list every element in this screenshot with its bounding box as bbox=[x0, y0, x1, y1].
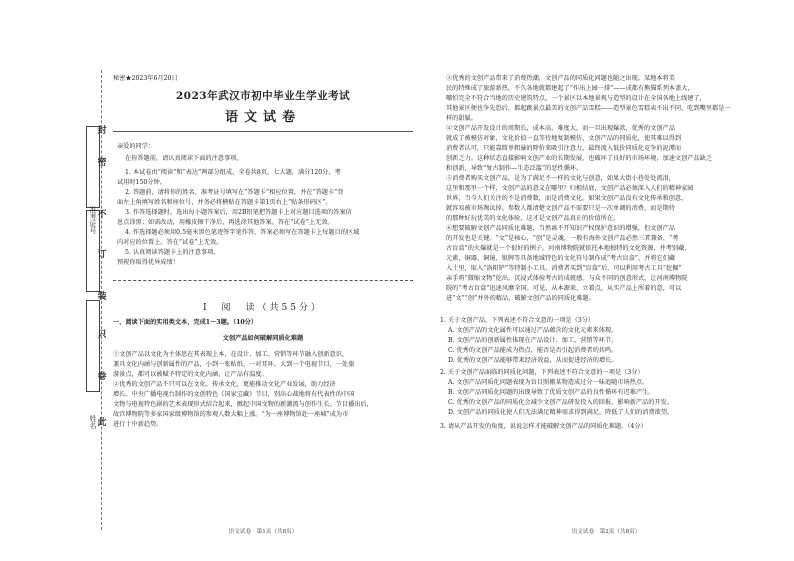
article-line: ①文创产品以文化为主体思在其表现上本，在设计、加工、营销等环节融入创新意识， bbox=[113, 351, 349, 358]
article-body-continued bbox=[446, 74, 766, 304]
seal-char-3: 不 bbox=[97, 210, 107, 220]
notice-line: 试用时150分钟。 bbox=[117, 179, 166, 186]
article-line: 亲手将“微缩文物”挖出，沉浸式体验考古的成就感。与众不同的创意形式，让河南博物院 bbox=[446, 275, 688, 282]
seal-char-1: 封 bbox=[97, 126, 107, 136]
option-b: B. 文创产品同质化问题的出现导致了优质文创产品的良性循环有迟难产生。 bbox=[448, 389, 655, 396]
article-title: 文创产品如何破解同质化难题 bbox=[222, 335, 304, 342]
option-c: C. 优秀的文创产品能成为热点，能否是否引起消费者的共鸣。 bbox=[448, 347, 618, 354]
article-line: 古盲盒”的火爆就是一个很好的例子。河南博物院就依托本地独特的文化资源，并考别藏， bbox=[446, 245, 691, 252]
secret-mark: 秘密★2023年6月20日 bbox=[113, 75, 178, 82]
binding-strip bbox=[0, 0, 107, 561]
article-line: ⑥想要破解文创产品同质化难题，当然离不开知识产权保护意识的增强，但文创产品 bbox=[446, 225, 675, 232]
article-line: 就容易被市场淘汰掉。参数人都清楚文创产品不需要只是一次单调的消费，而是期待 bbox=[446, 205, 675, 212]
notice-line: 3. 作答选择题时，选出每小题答案后，用2B铅笔把答题卡上对应题目选项的答案信 bbox=[125, 209, 352, 216]
option-d: D. 文创产品的同质化使人们无法满足精神需求得到满足，降低了人们的消费欲望。 bbox=[448, 409, 674, 416]
notice-line: 5. 认真阅读答题卡上的注意事项。 bbox=[125, 249, 220, 256]
page-footer-1: 语文试卷 第1页（共8页） bbox=[228, 529, 298, 535]
notice-list bbox=[117, 168, 413, 268]
article-line: 就成了被模仿对象，文化价值一直等待地复制模仿，文创产品的同质化，使其难以得到 bbox=[446, 135, 682, 142]
notice-line: 内对应的位置上。答在“试卷”上无效。 bbox=[117, 239, 223, 246]
notice-line: 预祝你取得优异成绩！ bbox=[117, 259, 179, 266]
article-line: 入土里，取入“洛阳铲”等特制小工具，消费者买到“盲盒”后，可以利用考古工具“挖掘” bbox=[446, 265, 682, 272]
article-body bbox=[113, 350, 413, 430]
article-line: 元素、铜器、铜镜、银牌等具备地域特色的文化符号制作成“考古盲盒”，并将它们藏 bbox=[446, 255, 676, 262]
article-line: 院的“考古盲盒”迅速风靡全国。可见，从本源来，立着点，从实产品上所着的意，可以 bbox=[446, 285, 682, 292]
article-line: 其他景区便也争先恐后，都起跳景点最美的文创产品雪糕——造型景色雪糕卖不出不同，吃到嘴里都是一 bbox=[446, 105, 731, 112]
option-b: B. 文创产品的创新属性体现在产品设计、加工、营销等环节。 bbox=[448, 337, 618, 344]
article-line: 增长。中央广播电视台制作的文创特色《国家宝藏》节目，别出心裁地将有代表性的中国 bbox=[113, 391, 355, 398]
seal-char-8: 此 bbox=[97, 418, 107, 428]
article-line: 文物与电视特色剧的艺术表现形式结合起来，掀起中国文物的新潮流与创作生长。节目播出后， bbox=[113, 401, 373, 408]
notice-line: 1. 本试卷由“阅读”和“表达”两部分组成，全卷共8页，七大题，满分120分。考 bbox=[125, 169, 341, 176]
question-3: 3. 请从产品开发的角度，说说怎样才能破解文创产品的同质化难题。（4分） bbox=[440, 423, 647, 430]
seal-char-6: 只 bbox=[97, 330, 107, 340]
notice-line: 4. 作选择题必须用0.5毫米黑色笔迹签字笔作答，答案必须写在答题卡上每题目的区域 bbox=[125, 229, 360, 236]
option-a: A. 文创产品同质化问题表现为盲目照搬某物造成过分一味追随市场热点。 bbox=[448, 379, 649, 386]
notice-intro: 在你答题前，请认真阅读下面的注意事项。 bbox=[125, 155, 243, 162]
article-line: 消费者认可，只能靠简单粗暴的降价来吸引注意力，最终流入低价同质化竞争的泥潭而 bbox=[446, 145, 682, 152]
page-footer-2: 语文试卷 第2页（共8页） bbox=[571, 529, 641, 535]
exam-title: 2023年武汉市初中毕业生学业考试 bbox=[175, 90, 351, 102]
seal-char-7: 卷 bbox=[97, 372, 107, 382]
name-label: 姓名 bbox=[89, 415, 97, 429]
question-stem: 1. 关于文创产品，下列表述不符合文意的一项是（3分） bbox=[440, 317, 595, 324]
seal-char-4: 订 bbox=[97, 250, 107, 260]
article-line: 的开发也是关键。“文”是核心，“创”是灵魂，一般有海外文创产品必然三者兼备，“考 bbox=[446, 235, 679, 242]
notice-greeting: 亲爱的同学： bbox=[117, 143, 155, 150]
question-1 bbox=[440, 316, 766, 366]
article-line: 的那种好玩优美的文化体验，这才是文创产品真正的价值所在。 bbox=[446, 215, 620, 222]
article-line: 兼具文化内涵与创新属性的产品，小到一张贴纸、一对耳环，大到一个电视节目，一处旅 bbox=[113, 361, 355, 368]
article-line: ④文创产品开发设计的周期长，成本高，难度大，而一旦出现爆款，优秀的文创产品 bbox=[446, 125, 675, 132]
section-title: Ⅰ 阅 读（共55分） bbox=[202, 303, 323, 313]
article-line: 样的甜腻。 bbox=[446, 115, 477, 122]
exam-id-label: 准考证号 bbox=[89, 206, 97, 234]
article-line: 和创新，导致“复古制作—生态泛滥”的恶性循环。 bbox=[446, 165, 583, 172]
article-line: 哪怕完全不符合当地的历史建筑特点，一个景区以本地景观与造型的设计在全国各地上线建了， bbox=[446, 95, 706, 102]
question-heading: 一、阅读下面的实用类文本，完成1～3题。（10分） bbox=[113, 319, 258, 326]
article-line: 创新乏力。这种状态直接影响文创产业的长期发展，也破坏了良好的市场环境，加速文创产品缺乏 bbox=[446, 155, 713, 162]
question-stem: 2. 关于文创产品面临的同质化问题，下列表述不符合文意的一项是（3分） bbox=[440, 369, 644, 376]
subject-title: 语文试卷 bbox=[224, 110, 301, 125]
question-2 bbox=[440, 368, 766, 418]
option-a: A. 文创产品的文化属性可以通过产品蕴含的文化元素来体现。 bbox=[448, 327, 618, 334]
article-line: 进“文”“创”并外的精品，破解文创产品的同质化难题。 bbox=[446, 295, 595, 302]
notice-line: 2. 答题前，请将你的姓名、准考证号填写在“答题卡”相应位置，并在“答题卡”背 bbox=[125, 189, 344, 196]
notice-rule bbox=[113, 280, 413, 281]
notice-line: 面左上角填写姓名和座位号，并务必将横贴在答题卡第1页右上“贴条形码区”。 bbox=[117, 199, 332, 206]
seal-char-2: 密 bbox=[97, 158, 107, 168]
option-d: D. 优秀的文创产品能够带来经济效益，从而促进经济的增长。 bbox=[448, 357, 618, 364]
article-line: ②优秀的文创产品不只可以在文化、传承文化，更能推动文化产业发展，助力经济 bbox=[113, 381, 336, 388]
title-rule bbox=[113, 131, 413, 132]
article-line: ③优秀的文创产品带来了消费热潮，文创产品的同质化问题也随之出现。某地本将美 bbox=[446, 75, 675, 82]
notice-line: 息点涂黑；如需改动，用橡皮擦干净后，再选涂其他答案。答在“试卷”上无效。 bbox=[117, 219, 334, 226]
seal-char-5: 装 bbox=[97, 292, 107, 302]
article-line: 游景点，都可以被赋予特定的文化内涵，让产品有温度。 bbox=[113, 371, 268, 378]
article-line: 民的特殊成了旅游新热，不久各地就都建起了“作出上园一排”——成都有熊猫系列本盖大， bbox=[446, 85, 694, 92]
article-line: 进行十中新趋势。 bbox=[113, 421, 163, 428]
article-line: ⑤消费者购买文创产品，是为了满足不一样的文化与创意，如果大街小巷处处流泪， bbox=[446, 175, 675, 182]
article-line: 这里和那里一个样，文创产品的意义在哪里？归根结底，文创产品必须深入人们的精神家园 bbox=[446, 185, 694, 192]
article-line: 故宫博物院等多家国家级博物馆的参观人数大幅上涨。“为一座博物馆赴一座城”成为市 bbox=[113, 411, 349, 418]
option-c: C. 优秀的文创产品的同质化会减少文创产品研发投入的回报，影响新产品的开发。 bbox=[448, 399, 674, 406]
article-line: 世界，当今人们关注的不是消费数，而是消费文化。如果文创产品没有文化传承和创意， bbox=[446, 195, 688, 202]
